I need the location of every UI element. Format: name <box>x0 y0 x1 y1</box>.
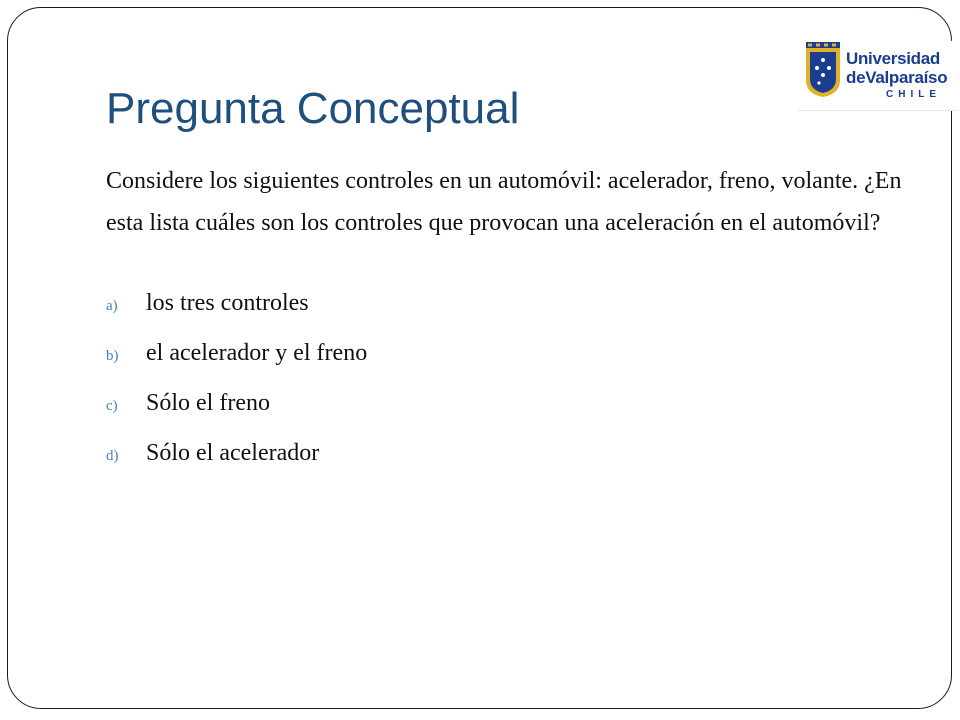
university-logo <box>798 32 958 111</box>
option-d <box>106 440 367 490</box>
option-letter: b) <box>106 348 119 364</box>
option-text: los tres controles <box>146 290 309 316</box>
option-a <box>106 290 367 340</box>
logo-line-3: CHILE <box>886 89 941 100</box>
option-c <box>106 390 367 440</box>
logo-wordmark <box>846 50 947 100</box>
answer-options <box>106 290 367 490</box>
option-letter: a) <box>106 298 118 314</box>
logo-line-2: deValparaíso <box>846 68 948 87</box>
option-text: Sólo el acelerador <box>146 440 320 466</box>
slide-title: Pregunta Conceptual <box>106 84 520 133</box>
option-text: Sólo el freno <box>146 390 270 416</box>
question-text: Considere los siguientes controles en un automóvil: acelerador, freno, volante. ¿En esta lista cuáles son los controles que provocan una aceleración en el automóvil? <box>106 168 902 236</box>
option-text: el acelerador y el freno <box>146 340 368 366</box>
option-letter: d) <box>106 448 119 464</box>
shield-icon <box>804 42 842 98</box>
option-b <box>106 340 367 390</box>
option-letter: c) <box>106 398 118 414</box>
logo-line-1: Universidad <box>846 49 941 68</box>
